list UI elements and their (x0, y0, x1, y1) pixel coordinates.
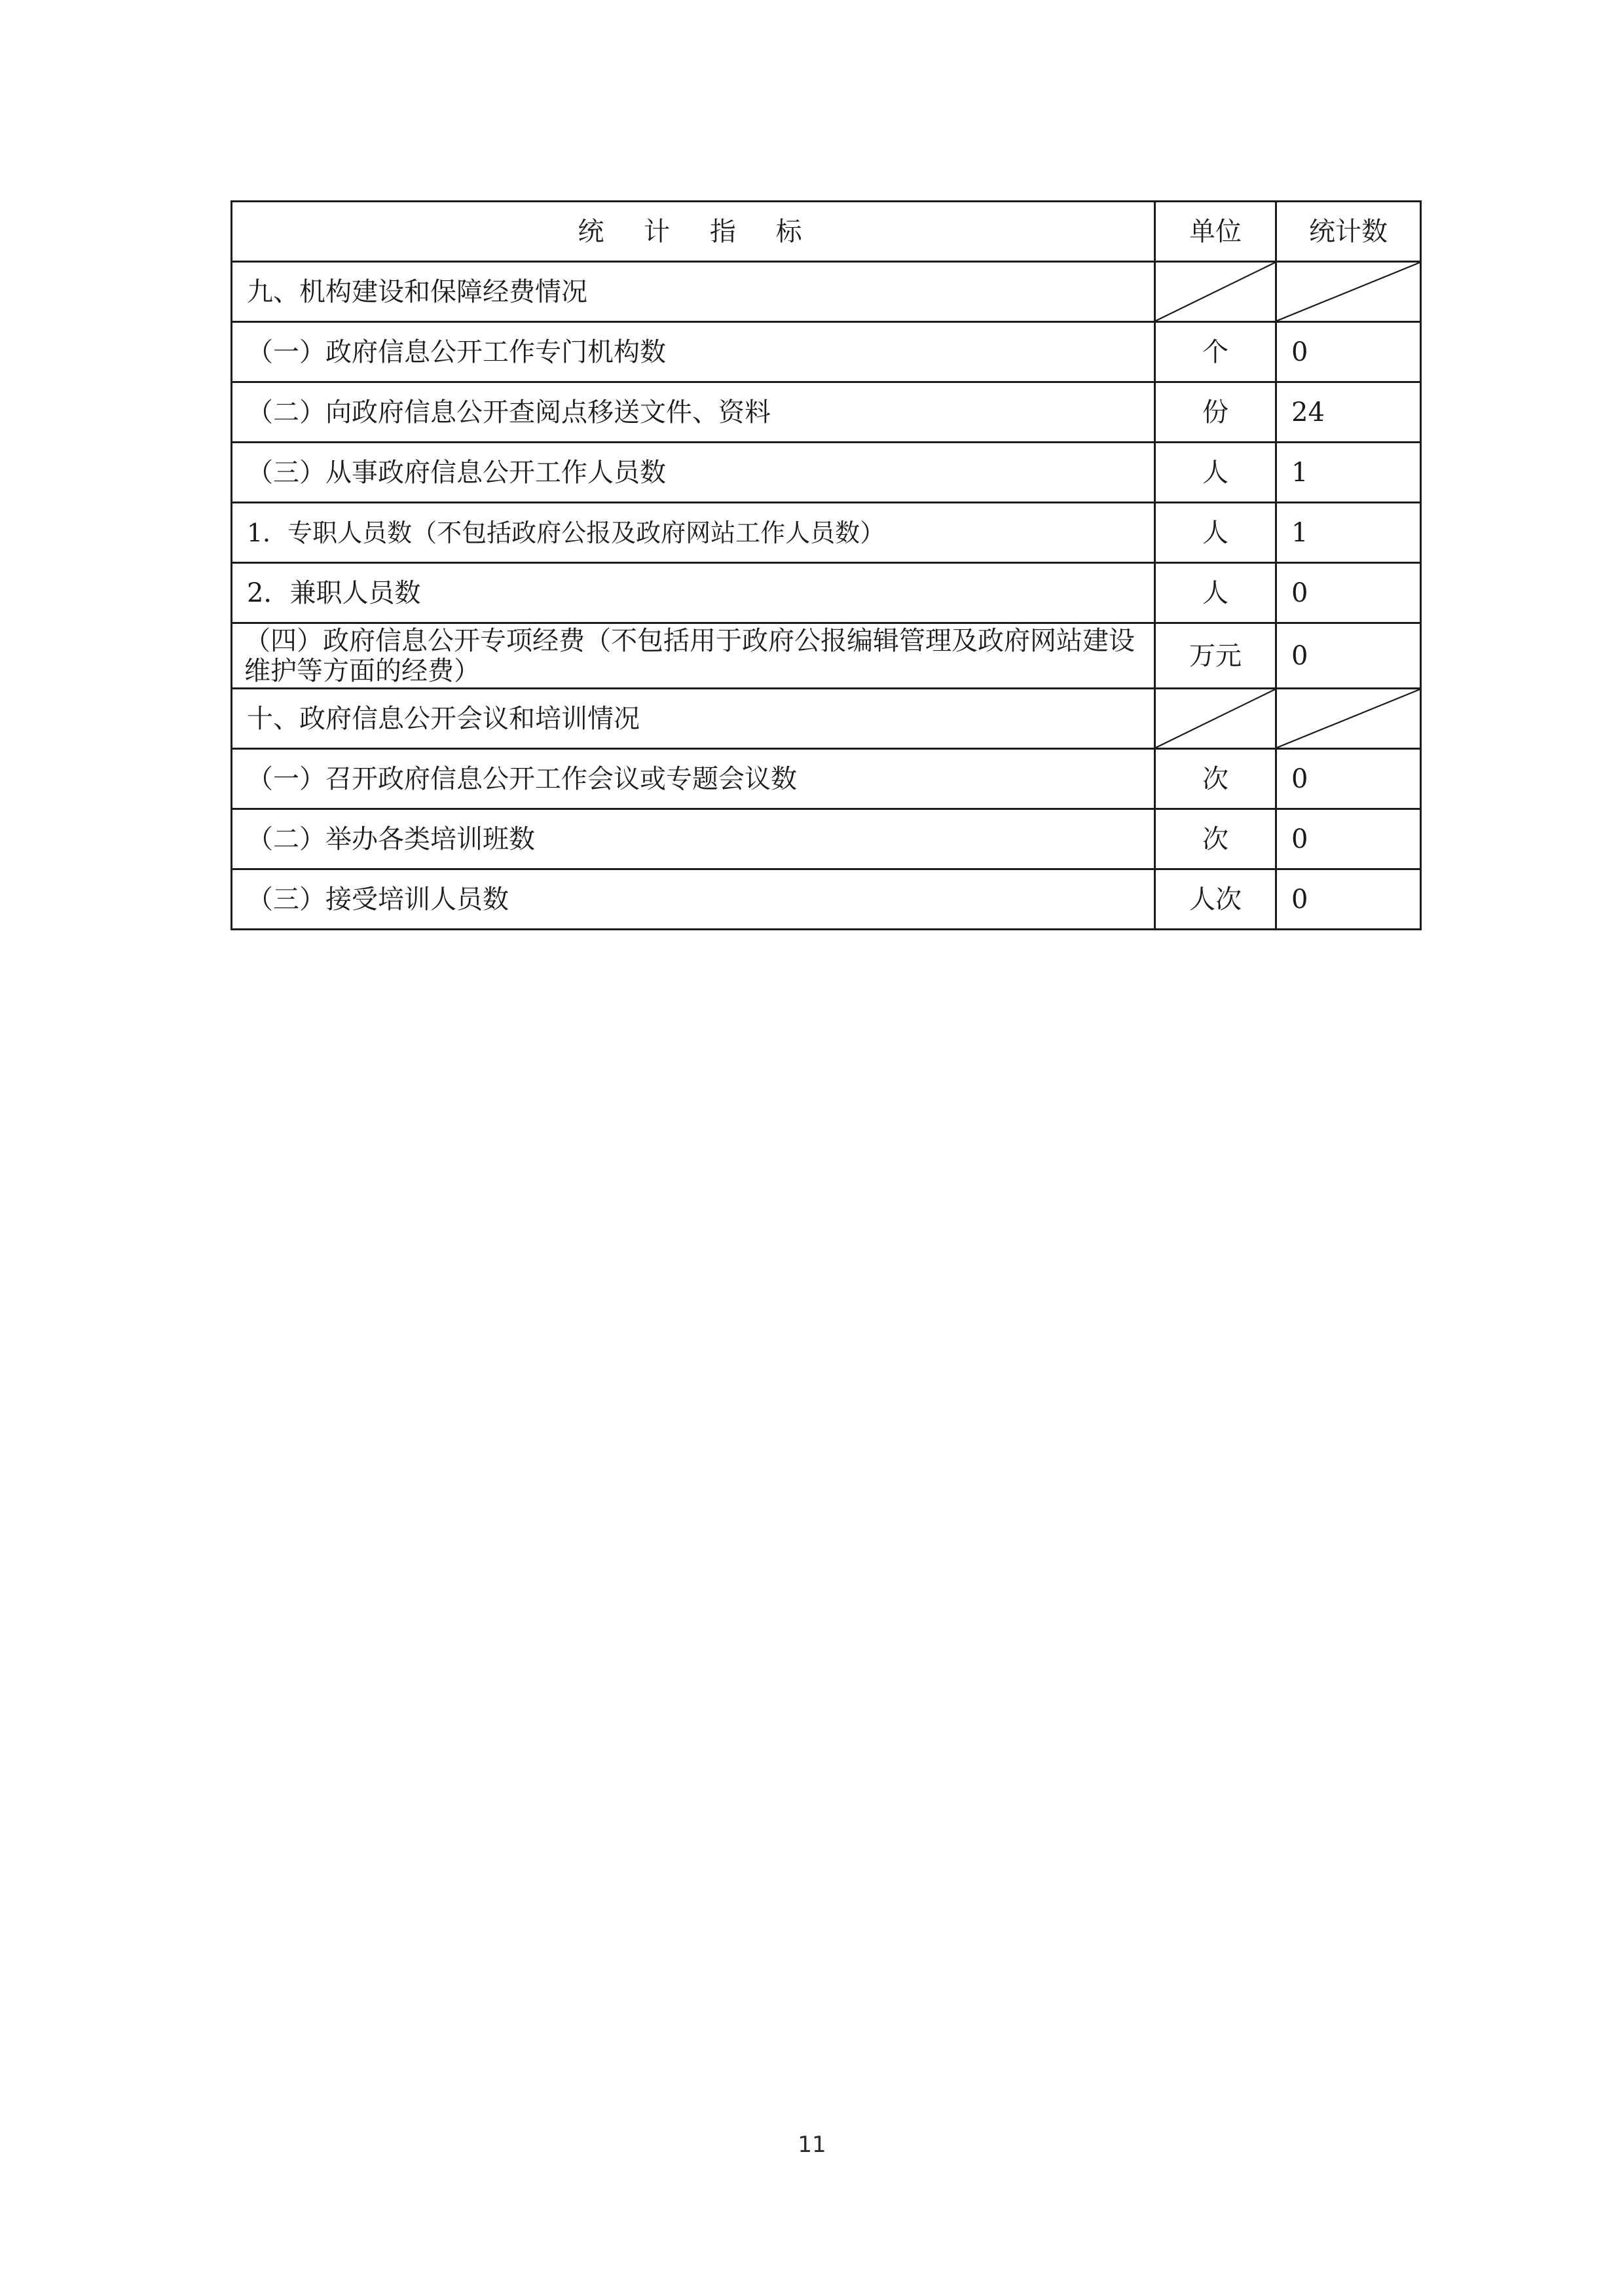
row-value: 0 (1276, 749, 1421, 809)
value-not-applicable-cell (1276, 689, 1421, 749)
row-unit: 万元 (1155, 623, 1276, 689)
unit-not-applicable-cell (1155, 689, 1276, 749)
header-indicator-cell (232, 202, 1155, 262)
table-row (232, 443, 1421, 503)
section-title: 九、机构建设和保障经费情况 (232, 262, 1155, 322)
header-unit: 单位 (1155, 202, 1276, 262)
row-indicator: （二）向政府信息公开查阅点移送文件、资料 (232, 382, 1155, 443)
table-header-row (232, 202, 1421, 262)
section-title: 十、政府信息公开会议和培训情况 (232, 689, 1155, 749)
row-unit: 人 (1155, 563, 1276, 623)
table-row-section (232, 689, 1421, 749)
diagonal-slash-icon (1156, 263, 1275, 321)
row-indicator: （二）举办各类培训班数 (232, 809, 1155, 869)
table-row-section (232, 262, 1421, 322)
table-row (232, 749, 1421, 809)
header-value: 统计数 (1276, 202, 1421, 262)
row-value: 0 (1276, 869, 1421, 930)
table-row (232, 382, 1421, 443)
diagonal-slash-icon (1277, 263, 1420, 321)
table-row (232, 809, 1421, 869)
row-indicator: （三）接受培训人员数 (232, 869, 1155, 930)
row-indicator: （四）政府信息公开专项经费（不包括用于政府公报编辑管理及政府网站建设维护等方面的经费） (232, 623, 1155, 689)
table-row (232, 322, 1421, 382)
value-not-applicable-cell (1276, 262, 1421, 322)
row-value: 1 (1276, 503, 1421, 563)
row-value: 0 (1276, 809, 1421, 869)
table-row (232, 563, 1421, 623)
row-indicator: （一）召开政府信息公开工作会议或专题会议数 (232, 749, 1155, 809)
row-unit: 人 (1155, 443, 1276, 503)
table-row (232, 623, 1421, 689)
diagonal-slash-icon (1156, 689, 1275, 748)
row-unit: 个 (1155, 322, 1276, 382)
row-indicator: （一）政府信息公开工作专门机构数 (232, 322, 1155, 382)
row-unit: 人 (1155, 503, 1276, 563)
row-indicator: 1．专职人员数（不包括政府公报及政府网站工作人员数） (232, 503, 1155, 563)
header-indicator: 统 计 指 标 (578, 216, 818, 247)
row-unit: 次 (1155, 809, 1276, 869)
row-value: 0 (1276, 623, 1421, 689)
table-row (232, 503, 1421, 563)
page-number: 11 (798, 2132, 826, 2158)
row-value: 1 (1276, 443, 1421, 503)
row-value: 0 (1276, 563, 1421, 623)
row-indicator: （三）从事政府信息公开工作人员数 (232, 443, 1155, 503)
table-row (232, 869, 1421, 930)
row-value: 24 (1276, 382, 1421, 443)
row-indicator: 2．兼职人员数 (232, 563, 1155, 623)
row-value: 0 (1276, 322, 1421, 382)
row-unit: 人次 (1155, 869, 1276, 930)
unit-not-applicable-cell (1155, 262, 1276, 322)
diagonal-slash-icon (1277, 689, 1420, 748)
row-unit: 份 (1155, 382, 1276, 443)
statistics-table (231, 200, 1422, 930)
row-unit: 次 (1155, 749, 1276, 809)
